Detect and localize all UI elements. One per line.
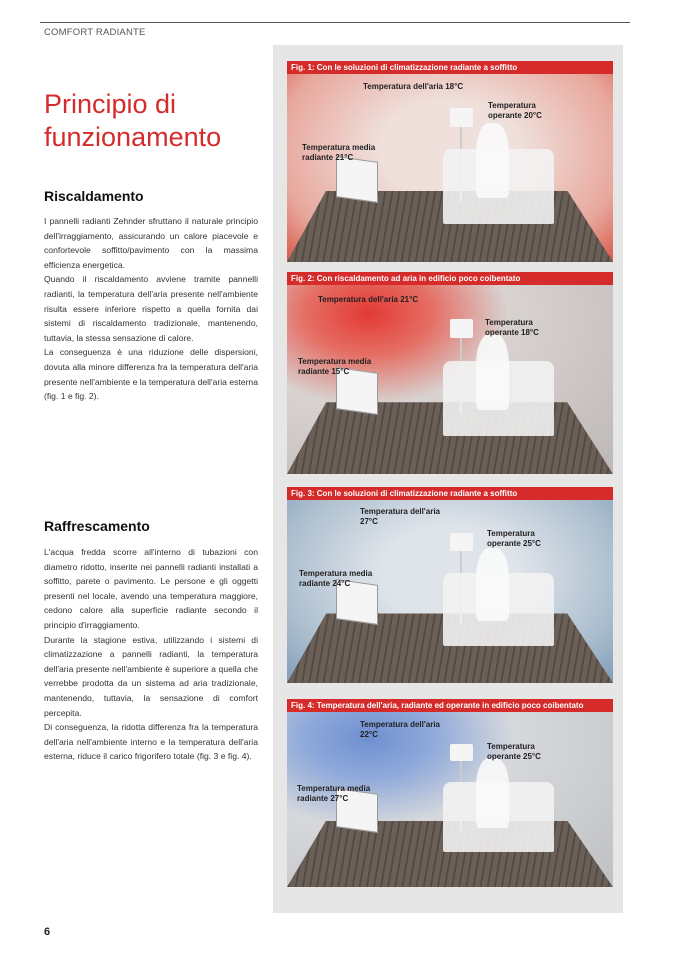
figure-caption: Fig. 3: Con le soluzioni di climatizzazione radiante a soffitto [287, 487, 613, 500]
paragraph: Durante la stagione estiva, utilizzando i sistemi di climatizzazione a pannelli radianti, la temperatura dell'aria presente nell'ambiente è superiore a quella che verrebbe prodotta da un sistema ad aria tradizionale, mantenendo, tuttavia, la sensazione di comfort percepita. [44, 634, 258, 718]
room-illustration [287, 74, 613, 262]
figure-caption: Fig. 2: Con riscaldamento ad aria in edificio poco coibentato [287, 272, 613, 285]
operative-temperature: Temperatura operante 20°C [488, 101, 542, 120]
room-illustration [287, 285, 613, 474]
air-temperature: Temperatura dell'aria 18°C [363, 82, 464, 91]
operative-temperature: Temperatura operante 25°C [487, 742, 541, 761]
figure-caption: Fig. 4: Temperatura dell'aria, radiante ed operante in edificio poco coibentato [287, 699, 613, 712]
figure-2 [287, 272, 613, 474]
paragraph: Quando il riscaldamento avviene tramite pannelli radianti, la temperatura dell'aria presente nell'ambiente risulta essere inferiore rispetto a quella fornita dai sistemi di riscaldamento tradizionale, mantenendo, tuttavia, la stessa sensazione di calore. [44, 274, 258, 343]
paragraph: I pannelli radianti Zehnder sfruttano il naturale principio dell'irraggiamento, assicurando un calore piacevole e confortevole soffitto/pavimento con la massima efficienza energetica. [44, 216, 258, 270]
figure-4 [287, 699, 613, 887]
air-temperature: Temperatura dell'aria 21°C [318, 295, 419, 304]
room-illustration [287, 500, 613, 683]
page-number: 6 [44, 926, 51, 938]
header-rule [40, 22, 630, 23]
cooling-heading: Raffrescamento [44, 518, 150, 534]
figure-3 [287, 487, 613, 683]
mean-radiant-temperature: Temperatura media radiante 15°C [298, 357, 372, 376]
mean-radiant-temperature: Temperatura media radiante 27°C [297, 784, 371, 803]
page-title: Principio di funzionamento [44, 89, 222, 152]
section-label: COMFORT RADIANTE [44, 27, 146, 38]
air-temperature: Temperatura dell'aria 22°C [360, 720, 441, 739]
figure-caption: Fig. 1: Con le soluzioni di climatizzazione radiante a soffitto [287, 61, 613, 74]
heating-text [44, 214, 258, 404]
paragraph: La conseguenza è una riduzione delle dispersioni, dovuta alla minore differenza fra la temperatura dell'aria presente nell'ambiente e la temperatura dell'aria esterna (fig. 1 e fig. 2). [44, 347, 258, 402]
operative-temperature: Temperatura operante 18°C [485, 318, 539, 337]
paragraph: L'acqua fredda scorre all'interno di tubazioni con diametro ridotto, inserite nei pannelli radianti installati a soffitto, parete o pavimento. Le persone e gli oggetti presenti nel locale, avendo una temperatura maggiore, cedono calore alla superficie radiante secondo il principio d'irraggiamento. [44, 547, 258, 630]
heating-heading: Riscaldamento [44, 188, 144, 204]
paragraph: Di conseguenza, la ridotta differenza fra la temperatura dell'aria nell'ambiente interno e la temperatura dell'aria esterna, riduce il carico frigorifero totale (fig. 3 e fig. 4). [44, 722, 258, 762]
figure-1 [287, 61, 613, 262]
mean-radiant-temperature: Temperatura media radiante 24°C [299, 569, 373, 588]
operative-temperature: Temperatura operante 25°C [487, 529, 541, 548]
air-temperature: Temperatura dell'aria 27°C [360, 507, 441, 526]
mean-radiant-temperature: Temperatura media radiante 21°C [302, 143, 376, 162]
cooling-text [44, 545, 258, 764]
